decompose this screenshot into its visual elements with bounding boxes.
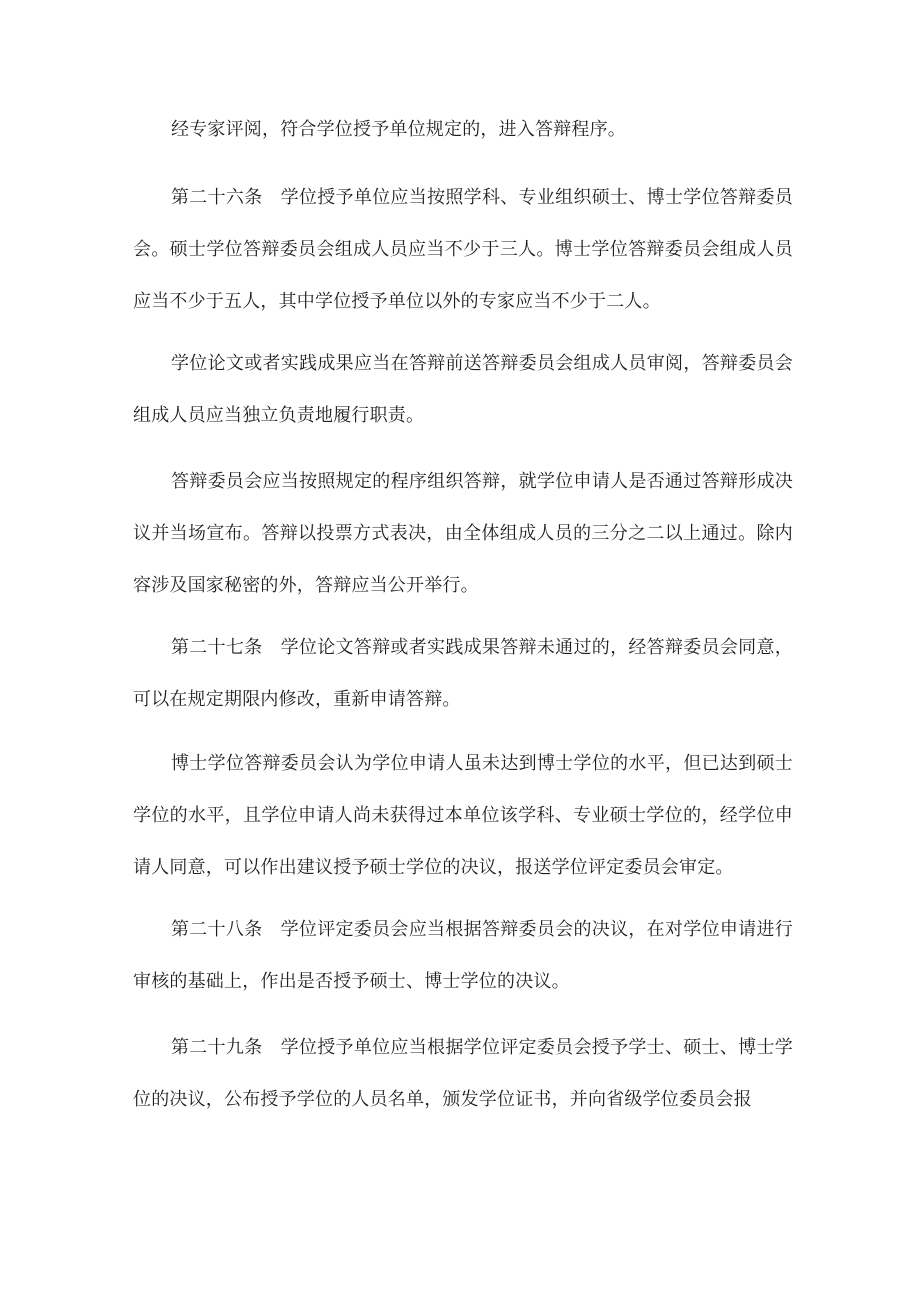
paragraph	[133, 738, 793, 894]
paragraph-text: 博士学位答辩委员会认为学位申请人虽未达到博士学位的水平，但已达到硕士学位的水平，且学位申请人尚未获得过本单位该学科、专业硕士学位的，经学位申请人同意，可以作出建议授予硕士学位的决议，报送学位评定委员会审定。	[133, 753, 793, 878]
article-26-paragraph	[133, 172, 793, 328]
paragraph-text: 学位论文答辩或者实践成果答辩未通过的，经答辩委员会同意，可以在规定期限内修改，重新申请答辩。	[133, 637, 793, 710]
article-number: 第二十八条	[171, 919, 263, 940]
paragraph	[133, 338, 793, 442]
paragraph	[133, 456, 793, 612]
article-number: 第二十九条	[171, 1037, 263, 1058]
paragraph-text: 经专家评阅，符合学位授予单位规定的，进入答辩程序。	[171, 119, 626, 140]
article-number: 第二十六条	[171, 187, 263, 208]
article-29-paragraph	[133, 1022, 793, 1126]
paragraph-text: 学位授予单位应当根据学位评定委员会授予学士、硕士、博士学位的决议，公布授予学位的人员名单，颁发学位证书，并向省级学位委员会报	[133, 1037, 793, 1110]
paragraph-text: 学位授予单位应当按照学科、专业组织硕士、博士学位答辩委员会。硕士学位答辩委员会组成人员应当不少于三人。博士学位答辩委员会组成人员应当不少于五人，其中学位授予单位以外的专家应当不少于二人。	[133, 187, 793, 312]
article-27-paragraph	[133, 622, 793, 726]
paragraph-text: 学位论文或者实践成果应当在答辩前送答辩委员会组成人员审阅，答辩委员会组成人员应当独立负责地履行职责。	[133, 353, 793, 426]
article-number: 第二十七条	[171, 637, 263, 658]
paragraph-text: 答辩委员会应当按照规定的程序组织答辩，就学位申请人是否通过答辩形成决议并当场宣布。答辩以投票方式表决，由全体组成人员的三分之二以上通过。除内容涉及国家秘密的外，答辩应当公开举行。	[133, 471, 793, 596]
paragraph-text: 学位评定委员会应当根据答辩委员会的决议，在对学位申请进行审核的基础上，作出是否授予硕士、博士学位的决议。	[133, 919, 793, 992]
article-28-paragraph	[133, 904, 793, 1008]
paragraph	[133, 104, 793, 156]
